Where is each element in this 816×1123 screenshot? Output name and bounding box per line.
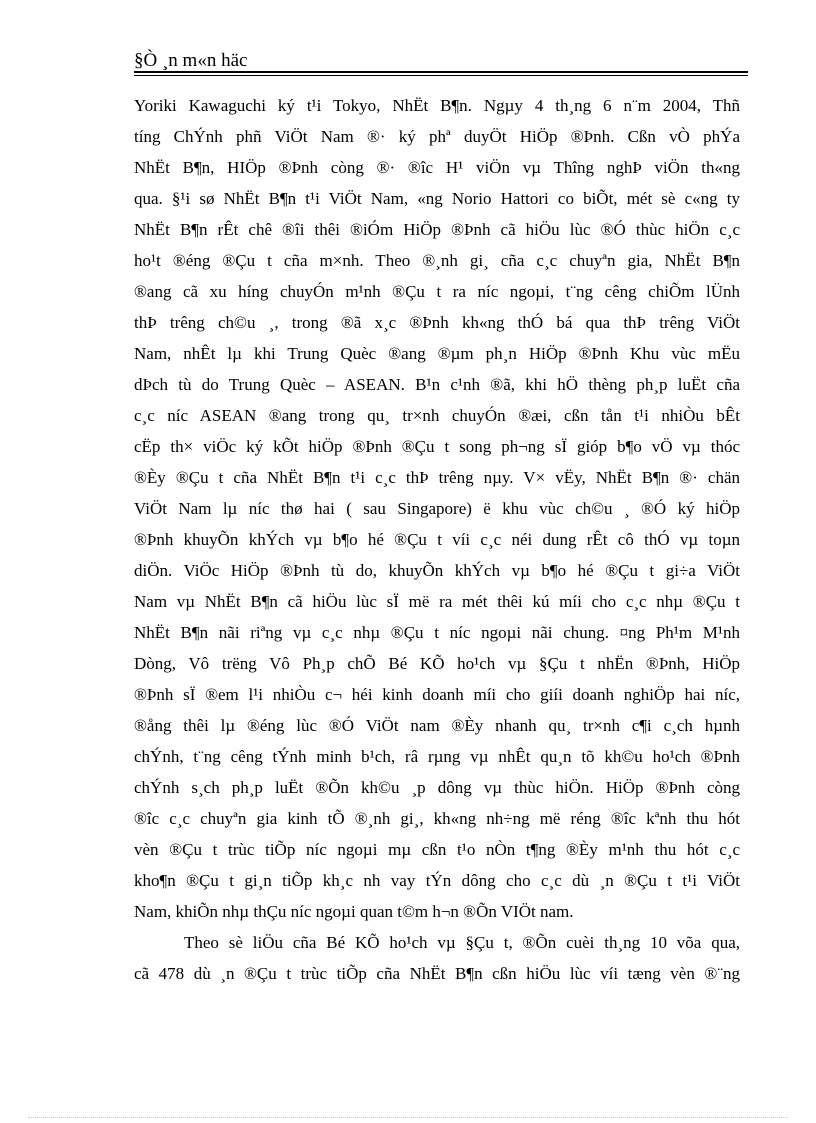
page-bottom-dotted-border [28,1117,788,1118]
text-line: ®Þnh khuyÕn khÝch vµ b¶o hé ®Çu t víi c¸c néi dung rÊt cô thÓ vµ toµn [134,530,740,549]
text-line: ho¹t ®éng ®Çu t cña m×nh. Theo ®¸nh gi¸ cña c¸c chuyªn gia, NhËt B¶n [134,251,740,270]
text-line: ®îc c¸c chuyªn gia kinh tÕ ®¸nh gi¸, kh«ng nh÷ng më réng ®îc kªnh thu hót [134,809,740,828]
text-line: Dòng, Vô trëng Vô Ph¸p chÕ Bé KÕ ho¹ch vµ §Çu t nhËn ®Þnh, HiÖp [134,654,740,673]
text-line: ®ång thêi lµ ®éng lùc ®Ó ViÖt nam ®Èy nhanh qu¸ tr×nh c¶i c¸ch hµnh [134,716,740,735]
text-line: thÞ trêng ch©u ¸, trong ®ã x¸c ®Þnh kh«ng thÓ bá qua thÞ trêng ViÖt [134,313,740,332]
text-line: NhËt B¶n, HIÖp ®Þnh còng ®· ®îc H¹ viÖn vµ Thîng nghÞ viÖn th«ng [134,158,740,177]
paragraph-end-line: Nam, khiÕn nhµ thÇu níc ngoµi quan t©m h¬n ®Õn VIÖt nam. [134,902,574,921]
paragraph-start-line: Theo sè liÖu cña Bé KÕ ho¹ch vµ §Çu t, ®Õn cuèi th¸ng 10 võa qua, [184,933,740,952]
text-line: NhËt B¶n nãi riªng vµ c¸c nhµ ®Çu t níc ngoµi nãi chung. ¤ng Ph¹m M¹nh [134,623,740,642]
text-line: chÝnh, t¨ng cêng tÝnh minh b¹ch, râ rµng vµ nhÊt qu¸n tõ kh©u ho¹ch ®Þnh [134,747,740,766]
text-line: chÝnh s¸ch ph¸p luËt ®Õn kh©u ¸p dông vµ thùc hiÖn. HiÖp ®Þnh còng [134,778,740,797]
text-line: cËp th× viÖc ký kÕt hiÖp ®Þnh ®Çu t song ph¬ng sÏ gióp b¶o vÖ vµ thóc [134,437,740,456]
header-rule-thick [134,71,748,73]
text-line: Yoriki Kawaguchi ký t¹i Tokyo, NhËt B¶n. Ngµy 4 th¸ng 6 n¨m 2004, Thñ [134,96,740,115]
body-text [134,90,740,989]
text-line: dÞch tù do Trung Quèc – ASEAN. B¹n c¹nh ®ã, khi hÖ thèng ph¸p luËt cña [134,375,740,394]
text-line: NhËt B¶n rÊt chê ®îi thêi ®iÓm HiÖp ®Þnh cã hiÖu lùc ®Ó thùc hiÖn c¸c [134,220,740,239]
text-line: Nam vµ NhËt B¶n cã hiÖu lùc sÏ më ra mét thêi kú míi cho c¸c nhµ ®Çu t [134,592,740,611]
text-line: ®Þnh sÏ ®em l¹i nhiÒu c¬ héi kinh doanh míi cho giíi doanh nghiÖp hai níc, [134,685,740,704]
page-header-title: §Ò ¸n m«n häc [134,50,248,71]
text-line: ViÖt Nam lµ níc thø hai ( sau Singapore) ë khu vùc ch©u ¸ ®Ó ký hiÖp [134,499,740,518]
text-line: Nam, nhÊt lµ khi Trung Quèc ®ang ®µm ph¸n HiÖp ®Þnh Khu vùc mËu [134,344,740,363]
text-line: vèn ®Çu t trùc tiÕp níc ngoµi mµ cßn t¹o nÒn t¶ng ®Èy m¹nh thu hót c¸c [134,840,740,859]
text-line: diÖn. ViÖc HiÖp ®Þnh tù do, khuyÕn khÝch vµ b¶o hé ®Çu t gi÷a ViÖt [134,561,740,580]
text-line: qua. §¹i sø NhËt B¶n t¹i ViÖt Nam, «ng Norio Hattori co biÕt, mét sè c«ng ty [134,189,740,208]
text-line: c¸c níc ASEAN ®ang trong qu¸ tr×nh chuyÓn ®æi, cßn tån t¹i nhiÒu bÊt [134,406,740,425]
header-rule-thin [134,75,748,76]
text-line: ®Èy ®Çu t cña NhËt B¶n t¹i c¸c thÞ trêng nµy. V× vËy, NhËt B¶n ®· chän [134,468,740,487]
text-line: kho¶n ®Çu t gi¸n tiÕp kh¸c nh vay tÝn dông cho c¸c dù ¸n ®Çu t t¹i ViÖt [134,871,740,890]
text-line: tíng ChÝnh phñ ViÖt Nam ®· ký phª duyÖt HiÖp ®Þnh. Cßn vÒ phÝa [134,127,740,146]
text-line: cã 478 dù ¸n ®Çu t trùc tiÕp cña NhËt B¶n cßn hiÖu lùc víi tæng vèn ®¨ng [134,964,740,983]
text-line: ®ang cã xu híng chuyÓn m¹nh ®Çu t ra níc ngoµi, t¨ng cêng chiÕm lÜnh [134,282,740,301]
